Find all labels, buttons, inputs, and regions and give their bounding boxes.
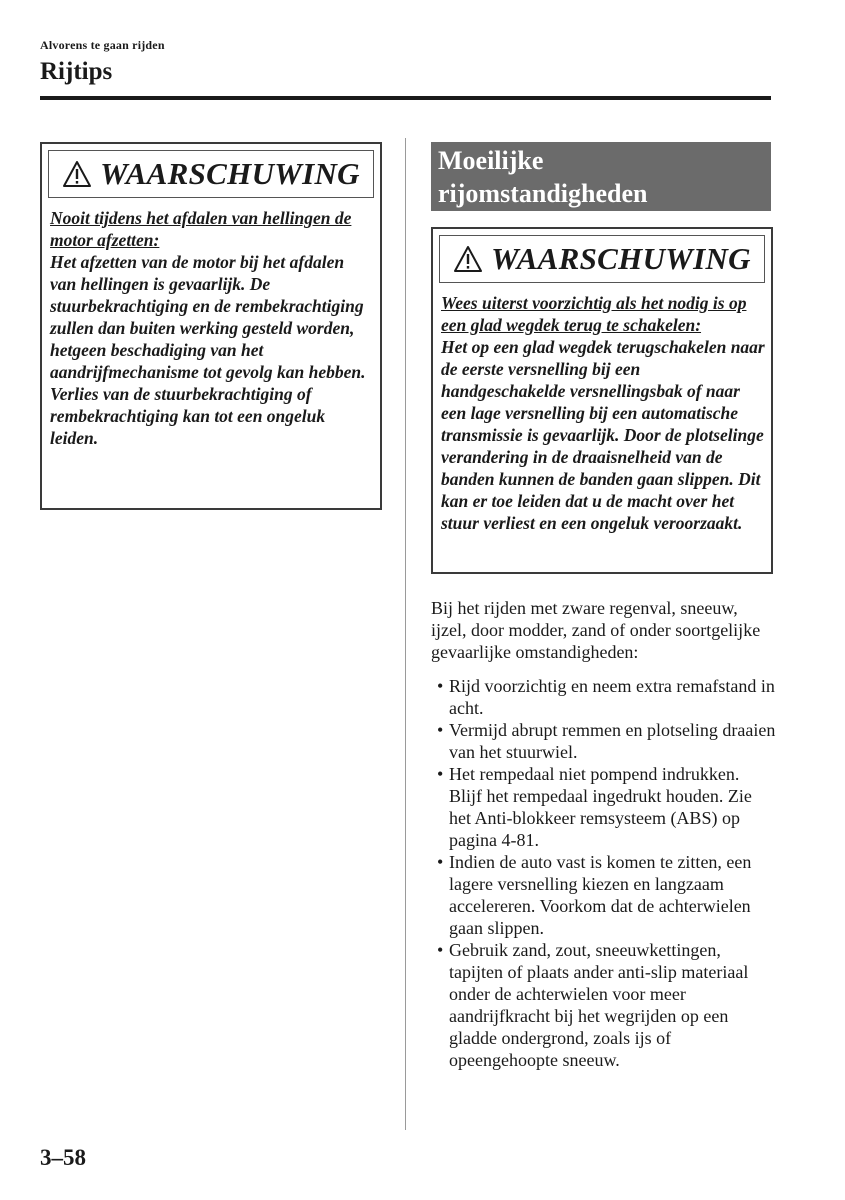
warning-body <box>433 283 771 542</box>
list-item: • Rijd voorzichtig en neem extra remafstand in acht. <box>437 676 775 718</box>
warning-text: Het op een glad wegdek terugschakelen naar de eerste versnelling bij een handgeschakelde versnellingsbak of naar een lage versnelling bij een automatische transmissie is gevaarlijk. Door de plotselinge verandering in de draaisnelheid van de banden kunnen de banden gaan slippen. Dit kan er toe leiden dat u de macht over het stuur verliest en een ongeluk veroorzaakt. <box>441 337 765 533</box>
warning-box-right <box>431 227 773 574</box>
section-title-line1: Moeilijke <box>438 146 544 175</box>
list-item: • Het rempedaal niet pompend indrukken. Blijf het rempedaal ingedrukt houden. Zie het Anti-blokkeer remsysteem (ABS) op pagina 4-81. <box>437 764 752 850</box>
warning-text: Het afzetten van de motor bij het afdalen van hellingen is gevaarlijk. De stuurbekrachtiging en de rembekrachtiging zullen dan buiten werking gesteld worden, hetgeen beschadiging van het aandrijfmechanisme tot gevolg kan hebben. Verlies van de stuurbekrachtiging of rembekrachtiging kan tot een ongeluk leiden. <box>50 252 366 448</box>
page-header <box>40 38 770 87</box>
warning-triangle-icon <box>453 245 483 273</box>
intro-paragraph: Bij het rijden met zware regenval, sneeuw, ijzel, door modder, zand of onder soortgelijke gevaarlijke omstandigheden: <box>431 598 761 662</box>
warning-title: WAARSCHUWING <box>491 241 751 276</box>
bullet: • <box>437 940 444 960</box>
bullet: • <box>437 720 444 740</box>
tips-list <box>431 675 776 1071</box>
page-number: 3–58 <box>40 1145 86 1170</box>
warning-lead: Nooit tijdens het afdalen van hellingen de motor afzetten: <box>50 208 352 250</box>
list-item: • Indien de auto vast is komen te zitten, een lagere versnelling kiezen en langzaam accelereren. Voorkom dat de achterwielen gaan slippen. <box>437 852 752 938</box>
warning-header <box>439 235 765 283</box>
bullet: • <box>437 852 444 872</box>
warning-box-left <box>40 142 382 510</box>
bullet: • <box>437 676 444 696</box>
chapter-title: Rijtips <box>40 58 113 85</box>
section-banner <box>431 142 771 211</box>
bullet: • <box>437 764 444 784</box>
list-item: • Vermijd abrupt remmen en plotseling draaien van het stuurwiel. <box>437 720 776 762</box>
column-divider <box>405 138 406 1130</box>
warning-header <box>48 150 374 198</box>
warning-triangle-icon <box>62 160 92 188</box>
warning-title: WAARSCHUWING <box>100 156 360 191</box>
list-item: • Gebruik zand, zout, sneeuwkettingen, tapijten of plaats ander anti-slip materiaal onder de achterwielen voor meer aandrijfkracht bij het wegrijden op een gladde ondergrond, zoals ijs of opeengehoopte sneeuw. <box>437 940 749 1070</box>
section-title-line2: rijomstandigheden <box>438 179 648 208</box>
warning-body <box>42 198 380 457</box>
section-label: Alvorens te gaan rijden <box>40 38 165 52</box>
warning-lead: Wees uiterst voorzichtig als het nodig is op een glad wegdek terug te schakelen: <box>441 293 747 335</box>
header-rule <box>40 96 771 100</box>
